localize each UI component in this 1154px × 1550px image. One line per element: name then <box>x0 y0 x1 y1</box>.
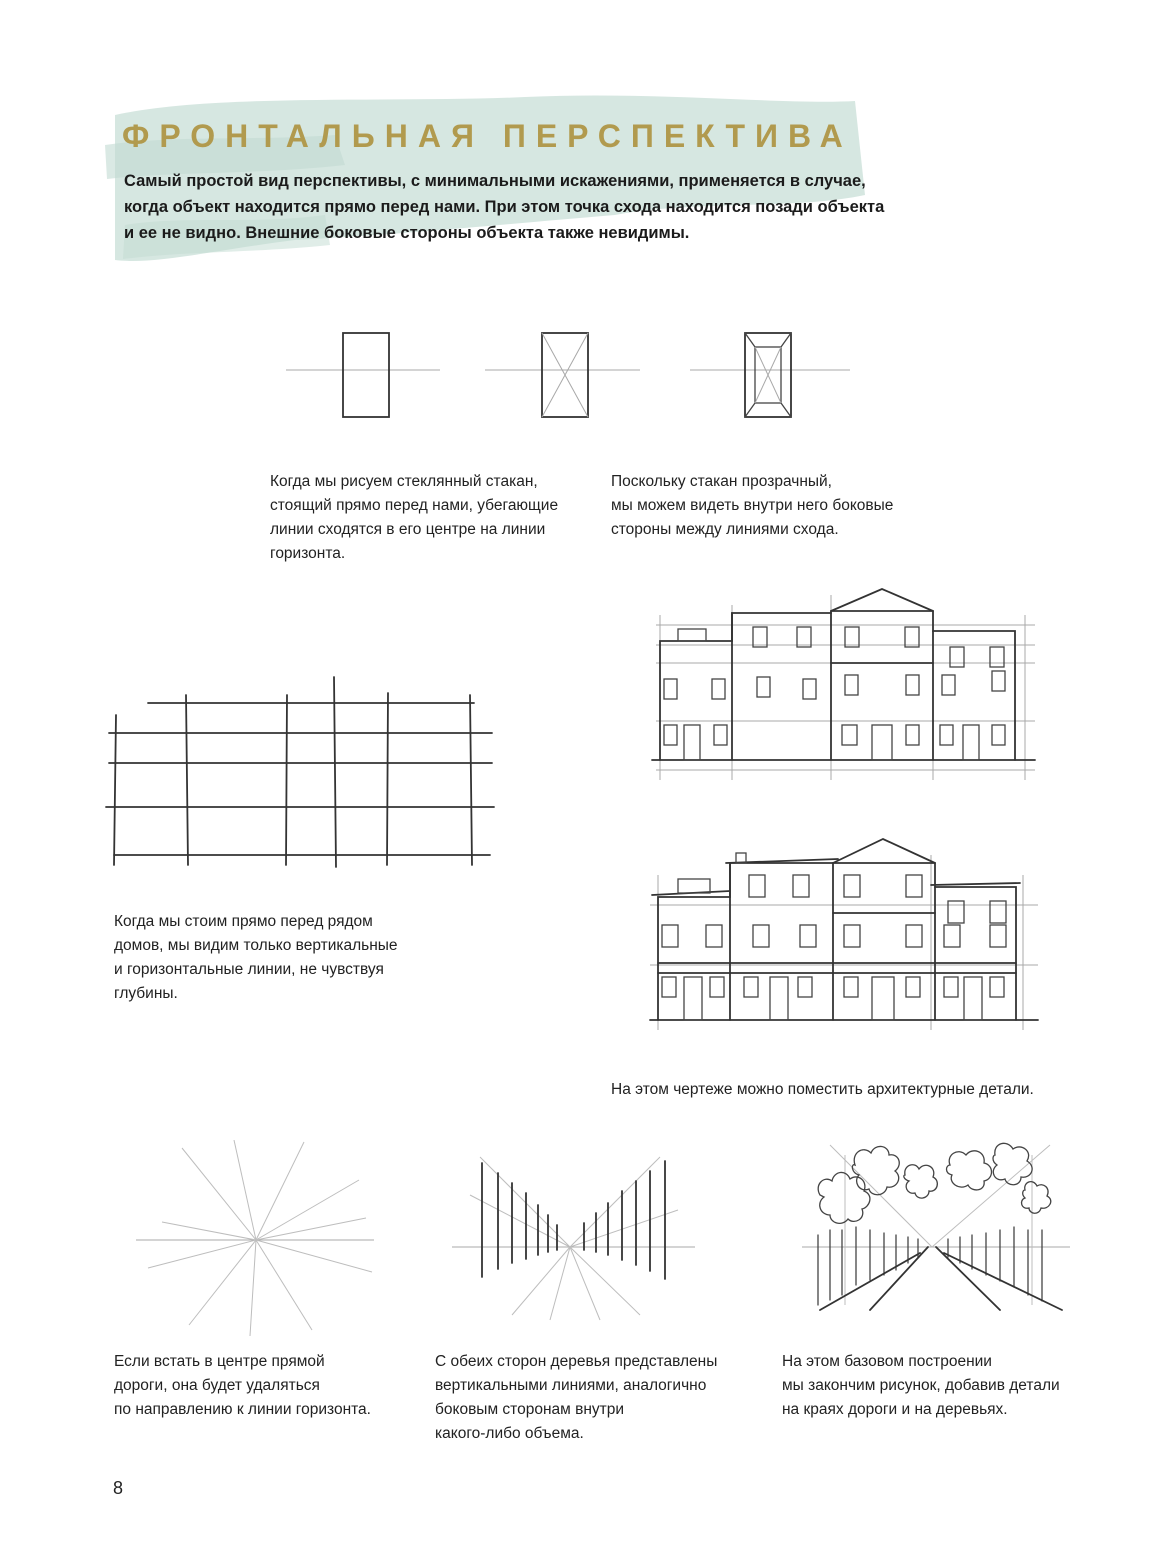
caption-line: по направлению к линии горизонта. <box>114 1401 371 1418</box>
caption-line: Когда мы рисуем стеклянный стакан, <box>270 473 538 490</box>
caption-line: на краях дороги и на деревьях. <box>782 1401 1008 1418</box>
caption-line: линии сходятся в его центре на линии <box>270 521 546 538</box>
intro-text <box>124 168 914 246</box>
houses-outline <box>650 585 1040 785</box>
intro-line: когда объект находится прямо перед нами. При этом точка схода находится позади объекта <box>124 198 885 216</box>
caption-road-3 <box>782 1350 1060 1422</box>
glass-box-plain <box>286 333 440 417</box>
caption-line: С обеих сторон деревья представлены <box>435 1353 718 1370</box>
caption-line: домов, мы видим только вертикальные <box>114 937 398 954</box>
road-with-trees <box>800 1135 1075 1315</box>
caption-line: стороны между линиями схода. <box>611 521 839 538</box>
caption-line: стоящий прямо перед нами, убегающие <box>270 497 559 514</box>
road-tree-lines <box>450 1155 700 1325</box>
houses-grid <box>104 675 496 875</box>
page-title: ФРОНТАЛЬНАЯ ПЕРСПЕКТИВА <box>122 118 853 154</box>
caption-line: вертикальными линиями, аналогично <box>435 1377 707 1394</box>
page-number: 8 <box>113 1478 124 1498</box>
caption-line: какого-либо объема. <box>435 1425 584 1442</box>
caption-houses-grid <box>114 910 398 1006</box>
caption-glass-1 <box>270 470 558 566</box>
caption-line: Поскольку стакан прозрачный, <box>611 473 832 490</box>
caption-glass-2 <box>611 470 893 542</box>
intro-line: и ее не видно. Внешние боковые стороны объекта также невидимы. <box>124 224 690 242</box>
intro-line: Самый простой вид перспективы, с минимальными искажениями, применяется в случае, <box>124 172 866 190</box>
glass-box-diagonals <box>485 333 640 417</box>
caption-line: дороги, она будет удаляться <box>114 1377 320 1394</box>
road-vanishing-rays <box>134 1140 379 1340</box>
caption-line: Если встать в центре прямой <box>114 1353 325 1370</box>
houses-detailed <box>648 835 1040 1035</box>
caption-line: На этом чертеже можно поместить архитектурные детали. <box>611 1081 1034 1098</box>
caption-line: мы закончим рисунок, добавив детали <box>782 1377 1060 1394</box>
caption-houses-detail <box>611 1078 1034 1102</box>
caption-line: боковым сторонам внутри <box>435 1401 625 1418</box>
caption-line: На этом базовом построении <box>782 1353 992 1370</box>
caption-line: и горизонтальные линии, не чувствуя <box>114 961 384 978</box>
caption-road-2 <box>435 1350 717 1446</box>
glass-figures <box>280 325 860 455</box>
caption-road-1 <box>114 1350 371 1422</box>
caption-line: Когда мы стоим прямо перед рядом <box>114 913 373 930</box>
caption-line: горизонта. <box>270 545 346 562</box>
caption-line: мы можем видеть внутри него боковые <box>611 497 894 514</box>
glass-box-inner <box>690 333 850 417</box>
caption-line: глубины. <box>114 985 178 1002</box>
